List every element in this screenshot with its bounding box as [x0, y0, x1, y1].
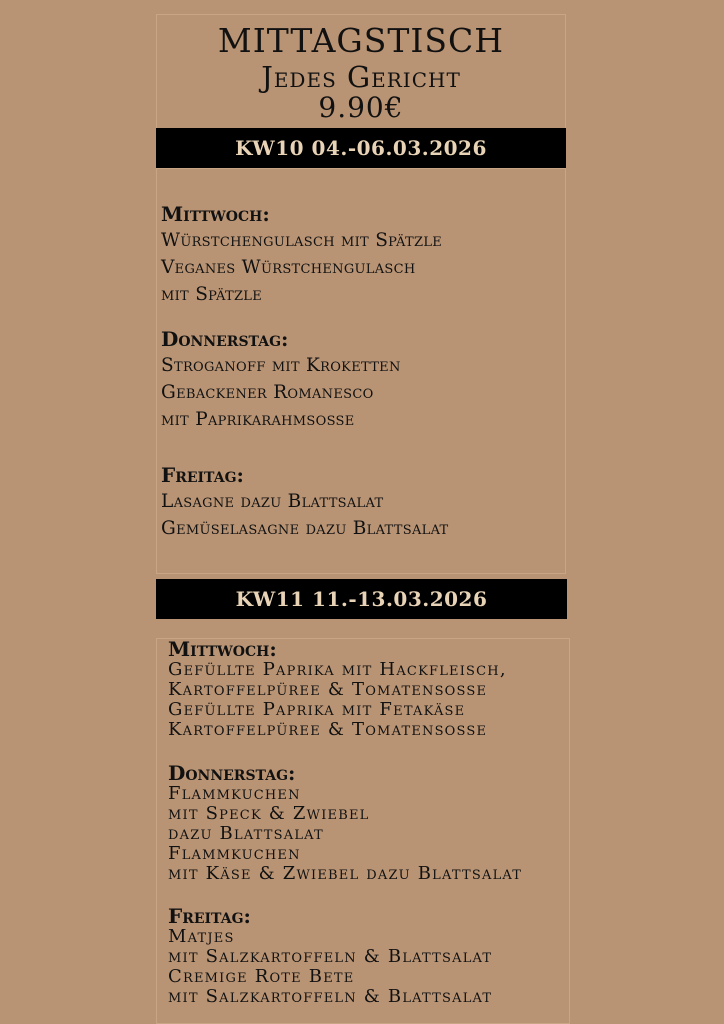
dish-line: Cremige Rote Bete	[168, 966, 355, 987]
dish-line: Kartoffelpüree & Tomatensosse	[168, 679, 488, 700]
day-heading: Freitag:	[161, 463, 244, 487]
dish-line: Flammkuchen	[168, 843, 301, 864]
menu-price: 9.90€	[318, 91, 404, 124]
week2-label-bar: KW11 11.-13.03.2026	[156, 579, 567, 619]
dish-line: mit Käse & Zwiebel dazu Blattsalat	[168, 863, 523, 884]
week1-day-thursday	[161, 326, 401, 433]
dish-line: Kartoffelpüree & Tomatensosse	[168, 719, 488, 740]
dish-line: Flammkuchen	[168, 783, 301, 804]
dish-line: mit Speck & Zwiebel	[168, 803, 370, 824]
week2-day-thursday	[168, 762, 522, 884]
menu-subtitle: Jedes Gericht	[261, 60, 461, 94]
dish-line: dazu Blattsalat	[168, 823, 324, 844]
dish-line: Gebackener Romanesco	[161, 382, 374, 403]
day-heading: Donnerstag:	[168, 761, 296, 785]
day-heading: Mittwoch:	[168, 637, 277, 661]
week1-day-wednesday	[161, 201, 442, 308]
day-heading: Mittwoch:	[161, 202, 270, 226]
dish-line: Gefüllte Paprika mit Fetakäse	[168, 699, 466, 720]
week2-day-friday	[168, 905, 492, 1007]
dish-line: Lasagne dazu Blattsalat	[161, 491, 384, 512]
day-heading: Donnerstag:	[161, 327, 289, 351]
dish-line: Stroganoff mit Kroketten	[161, 355, 401, 376]
dish-line: Matjes	[168, 926, 235, 947]
dish-line: mit Salzkartoffeln & Blattsalat	[168, 946, 493, 967]
week1-label-bar: KW10 04.-06.03.2026	[156, 128, 566, 168]
dish-line: mit Salzkartoffeln & Blattsalat	[168, 986, 493, 1007]
day-heading: Freitag:	[168, 904, 251, 928]
dish-line: mit Spätzle	[161, 284, 263, 305]
dish-line: Veganes Würstchengulasch	[161, 257, 416, 278]
menu-title: MITTAGSTISCH	[217, 21, 505, 60]
dish-line: Würstchengulasch mit Spätzle	[161, 230, 443, 251]
dish-line: Gemüselasagne dazu Blattsalat	[161, 518, 449, 539]
dish-line: mit Paprikarahmsosse	[161, 409, 355, 430]
week1-day-friday	[161, 462, 449, 542]
dish-line: Gefüllte Paprika mit Hackfleisch,	[168, 659, 507, 680]
week2-day-wednesday	[168, 638, 507, 740]
